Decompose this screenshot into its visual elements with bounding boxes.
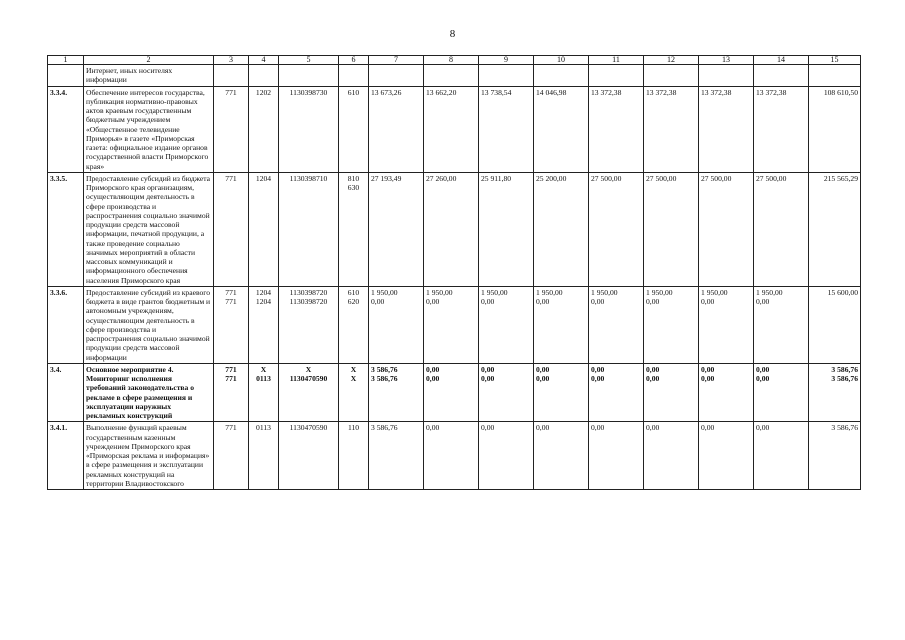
cell-value [251, 66, 276, 75]
budget-table [47, 55, 861, 490]
cell-value [811, 297, 858, 306]
cell-value: 110 [347, 423, 360, 433]
cell-value: 0113 [256, 374, 271, 383]
value-cell [754, 65, 809, 87]
cell-value: 1130398720 [289, 287, 328, 297]
cell-value: 27 500,00 [756, 173, 787, 183]
column-header: 7 [369, 56, 424, 65]
cell-value: 13 738,54 [481, 87, 512, 97]
header-row [48, 56, 861, 65]
row-number: 3.3.5. [48, 172, 84, 286]
cell-value [216, 66, 246, 75]
value-cell [214, 86, 249, 172]
cell-value: 0,00 [481, 374, 495, 383]
value-cell [424, 286, 479, 363]
activity-name: Предоставление субсидий из бюджета Приморского края организациям, осуществляющим деятельность в сфере производства и распространения социально значимой продукции средств массовой информации, печатной продукции, а также проведение социально значимых мероприятий в области массовых коммуникаций и информационного обеспечения населения Приморского края [84, 172, 214, 286]
value-cell [339, 172, 369, 286]
cell-value: 3 586,76 [831, 374, 858, 383]
value-cell [279, 65, 339, 87]
cell-value: 0113 [256, 423, 271, 433]
cell-value [536, 66, 586, 75]
value-cell [339, 363, 369, 422]
cell-value: 215 565,29 [823, 173, 858, 183]
cell-value: 771 [225, 287, 237, 297]
value-cell [249, 363, 279, 422]
cell-value: 771 [225, 173, 237, 183]
cell-value: 27 193,49 [371, 173, 402, 183]
value-cell [424, 86, 479, 172]
value-cell [644, 86, 699, 172]
cell-value [371, 66, 421, 75]
value-cell [249, 422, 279, 490]
value-cell [644, 286, 699, 363]
cell-value: 13 662,20 [426, 87, 457, 97]
cell-value: 1204 [255, 297, 272, 306]
table-row [48, 363, 861, 422]
value-cell [249, 86, 279, 172]
value-cell [589, 65, 644, 87]
cell-value: 0,00 [646, 364, 660, 374]
column-header: 10 [534, 56, 589, 65]
value-cell [339, 86, 369, 172]
page-number: 8 [449, 28, 456, 40]
cell-value: 0,00 [426, 364, 440, 374]
value-cell [809, 86, 861, 172]
cell-value: 0,00 [426, 374, 440, 383]
value-cell [809, 363, 861, 422]
row-number: 3.4. [48, 363, 84, 422]
value-cell [589, 422, 644, 490]
activity-name: Выполнение функций краевым государственным казенным учреждением Приморского края «Приморская реклама и информация» в сфере размещения и эксплуатации рекламных конструкций на территории Владивостокского [84, 422, 214, 490]
value-cell [699, 65, 754, 87]
cell-value: 1204 [255, 287, 272, 297]
cell-value: 13 372,38 [701, 87, 732, 97]
cell-value: 1130398730 [289, 87, 328, 97]
cell-value [756, 66, 806, 75]
cell-value: 0,00 [701, 423, 715, 433]
value-cell [279, 286, 339, 363]
activity-name: Обеспечение интересов государства, публикация нормативно-правовых актов краевым государственным бюджетным учреждением «Общественное телевидение Приморья» в газете «Приморская газета: официальное издание органов государственной власти Приморского края» [84, 86, 214, 172]
value-cell [214, 65, 249, 87]
cell-value: 1130398720 [289, 297, 328, 306]
column-header: 1 [48, 56, 84, 65]
column-header: 5 [279, 56, 339, 65]
value-cell [589, 86, 644, 172]
value-cell [369, 286, 424, 363]
value-cell [424, 65, 479, 87]
cell-value: 3 586,76 [371, 423, 398, 433]
value-cell [699, 363, 754, 422]
cell-value: 771 [225, 423, 237, 433]
cell-value: 0,00 [591, 374, 605, 383]
cell-value: X [260, 364, 267, 374]
cell-value: 771 [225, 297, 237, 306]
cell-value: 3 586,76 [831, 423, 858, 433]
value-cell [479, 172, 534, 286]
cell-value: 610 [347, 87, 360, 97]
cell-value: X [305, 364, 312, 374]
value-cell [279, 422, 339, 490]
cell-value: 1130398710 [289, 173, 328, 183]
cell-value: 0,00 [536, 297, 550, 306]
value-cell [214, 363, 249, 422]
cell-value: 0,00 [701, 364, 715, 374]
value-cell [249, 65, 279, 87]
value-cell [809, 65, 861, 87]
cell-value: 610 [347, 287, 360, 297]
cell-value: 0,00 [481, 297, 495, 306]
value-cell [369, 86, 424, 172]
cell-value: 13 673,26 [371, 87, 402, 97]
cell-value: 0,00 [646, 374, 660, 383]
cell-value: 1202 [255, 87, 272, 97]
value-cell [754, 363, 809, 422]
value-cell [534, 86, 589, 172]
cell-value: 1130470590 [289, 423, 328, 433]
value-cell [754, 286, 809, 363]
value-cell [214, 286, 249, 363]
value-cell [754, 422, 809, 490]
cell-value: 0,00 [536, 423, 550, 433]
cell-value: 1 950,00 [481, 287, 508, 297]
row-number: 3.3.4. [48, 86, 84, 172]
value-cell [279, 363, 339, 422]
cell-value: 771 [225, 364, 237, 374]
cell-value: 0,00 [646, 297, 660, 306]
table-row [48, 286, 861, 363]
cell-value [591, 66, 641, 75]
value-cell [534, 172, 589, 286]
cell-value [646, 66, 696, 75]
cell-value: 771 [225, 87, 237, 97]
cell-value: 1204 [255, 173, 272, 183]
value-cell [589, 286, 644, 363]
value-cell [699, 172, 754, 286]
value-cell [424, 172, 479, 286]
cell-value: 0,00 [536, 364, 550, 374]
cell-value: 13 372,38 [756, 87, 787, 97]
cell-value: 0,00 [426, 297, 440, 306]
cell-value: 0,00 [591, 364, 605, 374]
value-cell [369, 363, 424, 422]
cell-value: 1130470590 [289, 374, 328, 383]
value-cell [699, 86, 754, 172]
activity-name: Интернет, иных носителях информации [84, 65, 214, 87]
value-cell [339, 422, 369, 490]
cell-value: 810 [347, 173, 360, 183]
value-cell [644, 65, 699, 87]
cell-value: 25 200,00 [536, 173, 567, 183]
cell-value: 13 372,38 [646, 87, 677, 97]
cell-value: 0,00 [756, 297, 770, 306]
cell-value: 1 950,00 [646, 287, 673, 297]
table-row [48, 65, 861, 87]
value-cell [589, 363, 644, 422]
value-cell [279, 172, 339, 286]
cell-value: 3 586,76 [831, 364, 858, 374]
cell-value: 27 260,00 [426, 173, 457, 183]
value-cell [809, 422, 861, 490]
column-header: 15 [809, 56, 861, 65]
table-row [48, 172, 861, 286]
cell-value: 27 500,00 [591, 173, 622, 183]
value-cell [479, 422, 534, 490]
column-header: 2 [84, 56, 214, 65]
cell-value: 27 500,00 [701, 173, 732, 183]
cell-value: 0,00 [646, 423, 660, 433]
cell-value: 0,00 [591, 423, 605, 433]
value-cell [479, 286, 534, 363]
value-cell [214, 172, 249, 286]
cell-value: 3 586,76 [371, 374, 398, 383]
table-row [48, 86, 861, 172]
cell-value: 0,00 [371, 297, 385, 306]
value-cell [534, 422, 589, 490]
value-cell [339, 286, 369, 363]
value-cell [479, 65, 534, 87]
cell-value: 0,00 [701, 374, 715, 383]
value-cell [644, 363, 699, 422]
cell-value: 25 911,80 [481, 173, 512, 183]
cell-value [341, 66, 366, 75]
cell-value: 0,00 [756, 423, 770, 433]
cell-value [426, 66, 476, 75]
value-cell [424, 363, 479, 422]
cell-value: 0,00 [426, 423, 440, 433]
cell-value: 13 372,38 [591, 87, 622, 97]
value-cell [479, 86, 534, 172]
value-cell [754, 172, 809, 286]
value-cell [214, 422, 249, 490]
value-cell [369, 172, 424, 286]
value-cell [809, 172, 861, 286]
cell-value: 0,00 [701, 297, 715, 306]
value-cell [534, 286, 589, 363]
cell-value: 1 950,00 [426, 287, 453, 297]
value-cell [644, 172, 699, 286]
column-header: 4 [249, 56, 279, 65]
column-header: 6 [339, 56, 369, 65]
cell-value: 1 950,00 [371, 287, 398, 297]
row-number: 3.3.6. [48, 286, 84, 363]
cell-value: 1 950,00 [591, 287, 618, 297]
value-cell [699, 422, 754, 490]
cell-value: 771 [225, 374, 237, 383]
cell-value: 3 586,76 [371, 364, 398, 374]
cell-value [701, 66, 751, 75]
column-header: 14 [754, 56, 809, 65]
row-number [48, 65, 84, 87]
value-cell [479, 363, 534, 422]
cell-value: 0,00 [756, 364, 770, 374]
cell-value: 15 600,00 [827, 287, 858, 297]
cell-value: 14 046,98 [536, 87, 567, 97]
value-cell [754, 86, 809, 172]
cell-value [481, 66, 531, 75]
row-number: 3.4.1. [48, 422, 84, 490]
value-cell [369, 65, 424, 87]
value-cell [589, 172, 644, 286]
cell-value: 0,00 [481, 423, 495, 433]
cell-value: 1 950,00 [701, 287, 728, 297]
cell-value: 620 [347, 297, 360, 306]
cell-value: 108 610,50 [823, 87, 858, 97]
cell-value: 0,00 [756, 374, 770, 383]
value-cell [699, 286, 754, 363]
column-header: 9 [479, 56, 534, 65]
value-cell [249, 286, 279, 363]
cell-value: 1 950,00 [756, 287, 783, 297]
activity-name: Предоставление субсидий из краевого бюджета в виде грантов бюджетным и автономным учреждениям, осуществляющим деятельность в сфере производства и распространения социально значимой продукции средств массовой информации [84, 286, 214, 363]
value-cell [534, 363, 589, 422]
value-cell [809, 286, 861, 363]
value-cell [424, 422, 479, 490]
cell-value: 1 950,00 [536, 287, 563, 297]
cell-value: X [350, 364, 357, 374]
column-header: 11 [589, 56, 644, 65]
cell-value: 27 500,00 [646, 173, 677, 183]
cell-value: 0,00 [591, 297, 605, 306]
value-cell [339, 65, 369, 87]
value-cell [249, 172, 279, 286]
column-header: 8 [424, 56, 479, 65]
cell-value: 630 [347, 183, 360, 192]
cell-value [281, 66, 336, 75]
column-header: 12 [644, 56, 699, 65]
value-cell [279, 86, 339, 172]
column-header: 13 [699, 56, 754, 65]
cell-value: X [350, 374, 357, 383]
cell-value: 0,00 [536, 374, 550, 383]
activity-name: Основное мероприятие 4. Мониторинг исполнения требований законодательства о рекламе в сфере размещения и эксплуатации наружных рекламных конструкций [84, 363, 214, 422]
cell-value: 0,00 [481, 364, 495, 374]
value-cell [369, 422, 424, 490]
value-cell [534, 65, 589, 87]
table-row [48, 422, 861, 490]
column-header: 3 [214, 56, 249, 65]
value-cell [644, 422, 699, 490]
